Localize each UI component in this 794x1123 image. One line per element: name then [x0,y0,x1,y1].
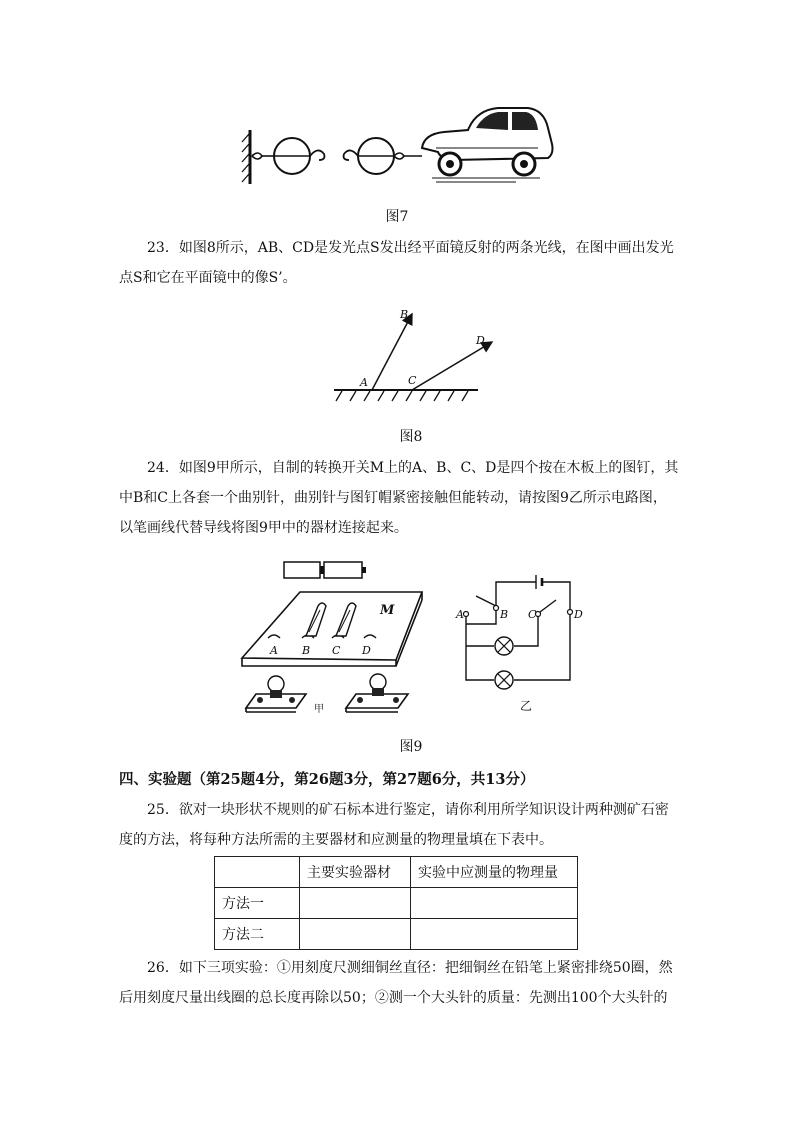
figure-9-yi-circuit [454,570,586,712]
label-c: C [408,374,417,387]
section-4-heading: 四、实验题（第25题4分，第26题3分，第27题6分，共13分） [119,771,535,788]
pin-label-b: B [302,644,311,657]
circuit-label-d: D [574,608,583,621]
ray-cd [412,342,492,390]
figure-7-caption: 图7 [385,209,409,225]
circuit-label-b: B [500,608,509,621]
question-25-line-1: 25．欲对一块形状不规则的矿石标本进行鉴定，请你利用所学知识设计两种测矿石密 [147,802,669,818]
table-header-cell: 主要实验器材 [300,857,411,888]
pin-label-c: C [332,644,341,657]
figure-8-caption: 图8 [399,429,423,445]
label-jia: 甲 [314,704,324,715]
label-yi: 乙 [520,699,533,713]
question-23-line-1: 23．如图8所示，AB、CD是发光点S发出经平面镜反射的两条光线，在图中画出发光 [147,240,674,256]
methods-table [214,856,578,950]
ray-ab [372,314,412,390]
question-25-line-2: 度的方法，将每种方法所需的主要器材和应测量的物理量填在下表中。 [119,832,553,848]
pin-label-a: A [270,644,278,657]
table-header-cell [215,857,300,888]
label-d: D [476,334,485,347]
circuit-label-c: C [528,608,537,621]
figure-9-caption: 图9 [399,739,423,755]
table-header-cell: 实验中应测量的物理量 [411,857,578,888]
table-row [215,919,578,950]
table-cell-answer[interactable] [411,919,578,950]
table-cell-answer[interactable] [300,888,411,919]
label-b: B [400,308,409,321]
label-a: A [360,376,368,389]
question-23-line-2: 点S和它在平面镜中的像S’。 [119,270,297,286]
figure-7-illustration [236,104,556,194]
table-cell-answer[interactable] [300,919,411,950]
circuit-label-a: A [456,608,464,621]
pin-label-d: D [362,644,371,657]
question-24-line-1: 24．如图9甲所示，自制的转换开关M上的A、B、C、D是四个按在木板上的图钉，其 [147,460,679,476]
table-row [215,888,578,919]
question-26-line-2: 后用刻度尺量出线圈的总长度再除以50；②测一个大头针的质量：先测出100个大头针的 [119,990,668,1006]
question-24-line-2: 中B和C上各套一个曲别针，曲别针与图钉帽紧密接触但能转动，请按图9乙所示电路图， [119,490,667,506]
table-cell-answer[interactable] [411,888,578,919]
table-cell: 方法一 [215,888,300,919]
question-24-line-3: 以笔画线代替导线将图9甲中的器材连接起来。 [119,520,408,536]
table-cell: 方法二 [215,919,300,950]
table-header-row [215,857,578,888]
figure-9-jia-apparatus [236,556,436,718]
question-26-line-1: 26．如下三项实验：①用刻度尺测细铜丝直径：把细铜丝在铅笔上紧密排绕50圈，然 [147,960,673,976]
figure-8-mirror-diagram [330,300,510,410]
board-label-m: M [380,603,395,618]
